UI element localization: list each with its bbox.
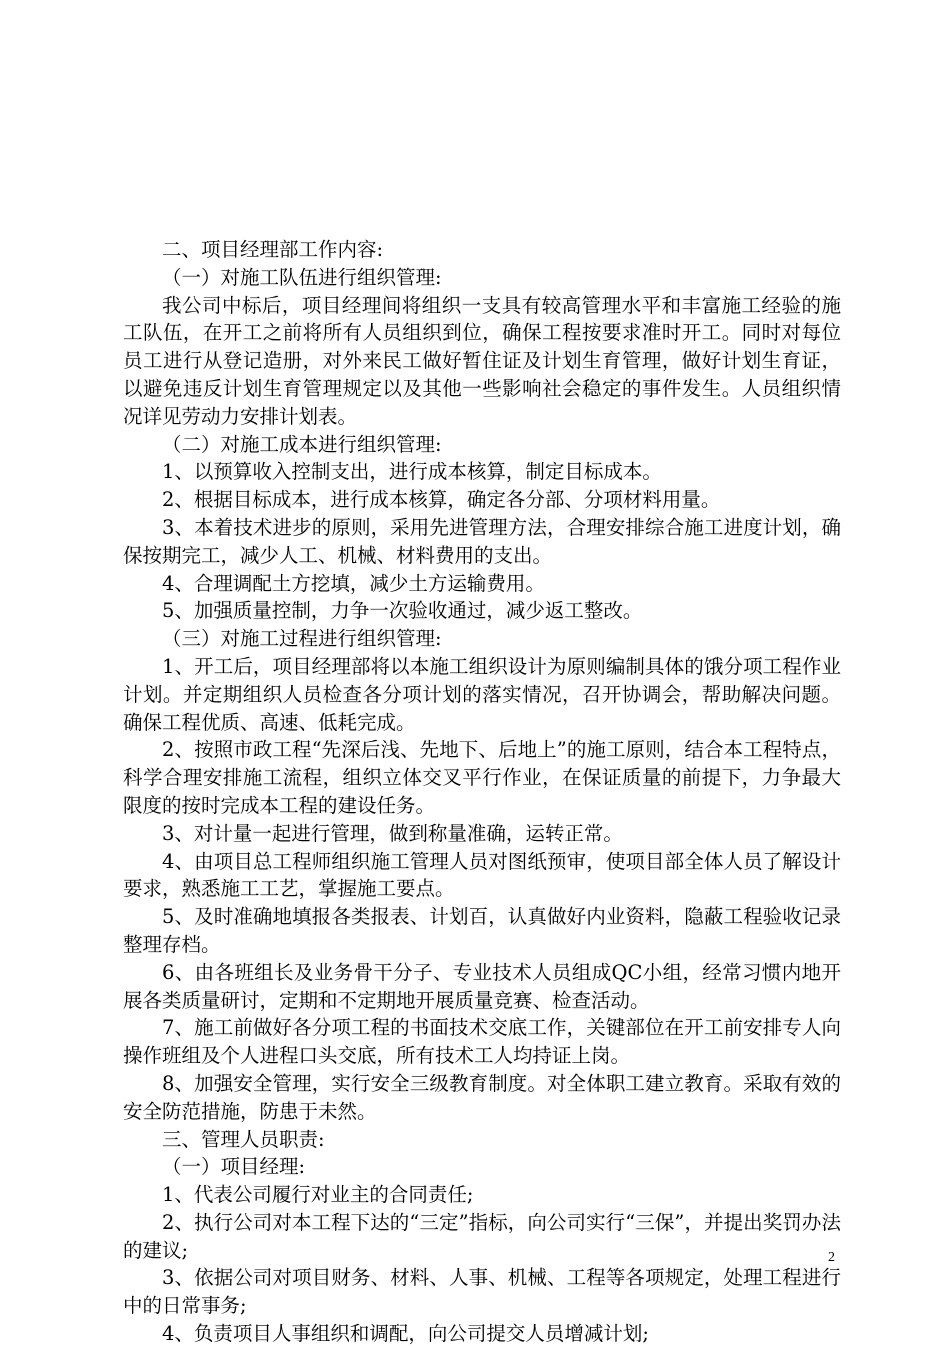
- list-item: 1、以预算收入控制支出，进行成本核算，制定目标成本。: [162, 460, 662, 484]
- section-heading: 三、管理人员职责:: [162, 1127, 325, 1151]
- list-item: 7、施工前做好各分项工程的书面技术交底工作，关键部位在开工前安排专人向操作班组及个人进程口头交底，所有技术工人均持证上岗。: [123, 1016, 841, 1068]
- list-item: 2、执行公司对本工程下达的“三定”指标，向公司实行“三保”，并提出奖罚办法的建议;: [123, 1210, 841, 1262]
- list-item: 4、由项目总工程师组织施工管理人员对图纸预审，使项目部全体人员了解设计要求，熟悉施工工艺，掌握施工要点。: [123, 849, 841, 901]
- list-item: 3、本着技术进步的原则，采用先进管理方法，合理安排综合施工进度计划，确保按期完工，减少人工、机械、材料费用的支出。: [123, 515, 841, 567]
- list-item: 2、根据目标成本，进行成本核算，确定各分部、分项材料用量。: [162, 488, 721, 512]
- list-item: 4、合理调配土方挖填，减少土方运输费用。: [162, 571, 545, 595]
- document-body: [123, 236, 841, 1348]
- subsection-heading: （一）项目经理:: [162, 1155, 306, 1179]
- list-item: 8、加强安全管理，实行安全三级教育制度。对全体职工建立教育。采取有效的安全防范措施，防患于未然。: [123, 1071, 841, 1123]
- list-item: 3、依据公司对项目财务、材料、人事、机械、工程等各项规定，处理工程进行中的日常事务;: [123, 1266, 841, 1318]
- list-item: 4、负责项目人事组织和调配，向公司提交人员增减计划;: [162, 1322, 649, 1346]
- section-heading: 二、项目经理部工作内容:: [162, 238, 384, 261]
- paragraph: 我公司中标后，项目经理间将组织一支具有较高管理水平和丰富施工经验的施工队伍，在开工之前将所有人员组织到位，确保工程按要求准时开工。同时对每位员工进行从登记造册，对外来民工做好暂住证及计划生育管理，做好计划生育证，以避免违反计划生育管理规定以及其他一些影响社会稳定的事件发生。人员组织情况详见劳动力安排计划表。: [123, 293, 841, 428]
- subsection-heading: （二）对施工成本进行组织管理:: [162, 432, 442, 456]
- page-number: 2: [828, 1250, 835, 1265]
- subsection-heading: （三）对施工过程进行组织管理:: [162, 627, 442, 651]
- list-item: 1、代表公司履行对业主的合同责任;: [162, 1183, 474, 1207]
- list-item: 3、对计量一起进行管理，做到称量准确，运转正常。: [162, 821, 623, 845]
- list-item: 5、及时准确地填报各类报表、计划百，认真做好内业资料，隐蔽工程验收记录整理存档。: [123, 905, 841, 956]
- list-item: 6、由各班组长及业务骨干分子、专业技术人员组成QC小组，经常习惯内地开展各类质量研讨，定期和不定期地开展质量竞赛、检查活动。: [123, 960, 841, 1012]
- list-item: 2、按照市政工程“先深后浅、先地下、后地上”的施工原则，结合本工程特点，科学合理安排施工流程，组织立体交叉平行作业，在保证质量的前提下，力争最大限度的按时完成本工程的建设任务。: [123, 738, 841, 817]
- subsection-heading: （一）对施工队伍进行组织管理:: [162, 265, 442, 289]
- list-item: 5、加强质量控制，力争一次验收通过，减少返工整改。: [162, 599, 643, 623]
- list-item: 1、开工后，项目经理部将以本施工组织设计为原则编制具体的饿分项工程作业计划。并定期组织人员检查各分项计划的落实情况，召开协调会，帮助解决问题。确保工程优质、高速、低耗完成。: [123, 654, 841, 734]
